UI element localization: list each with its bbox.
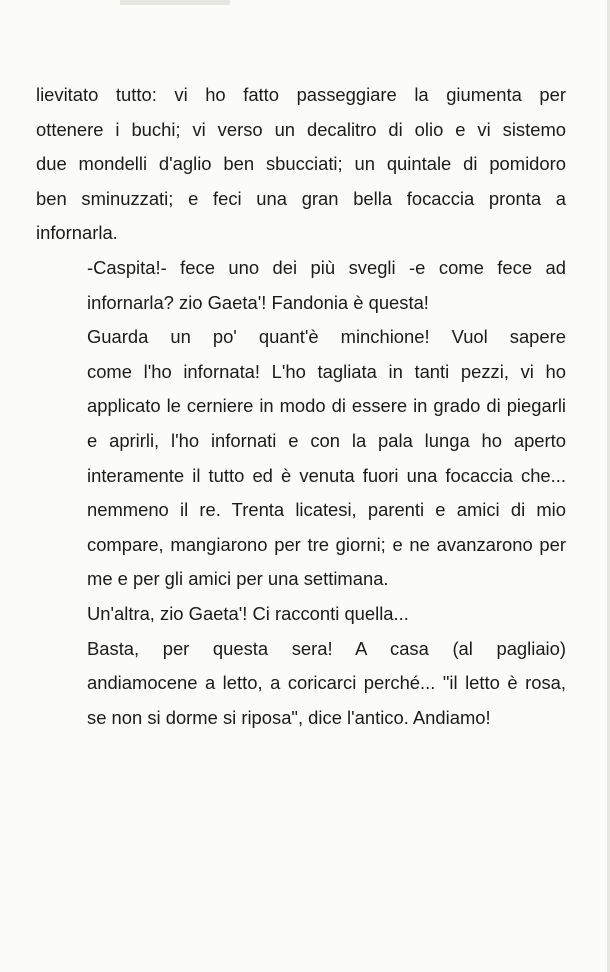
text-line: interamente il tutto ed è venuta fuori una focaccia che... [87,464,566,486]
paragraph [36,632,566,736]
text-line: -Caspita!- fece uno dei più svegli -e come fece ad [87,256,566,278]
text-line: e aprirli, l'ho infornati e con la pala lunga ho aperto [87,429,566,451]
text-line: me e per gli amici per una settimana. [87,568,389,590]
paragraph [36,597,566,632]
text-line: applicato le cerniere in modo di essere in grado di piegarli [87,395,566,417]
text-line: Guarda un po' quant'è minchione! Vuol sapere [87,326,566,348]
text-line: infornarla? zio Gaeta'! Fandonia è questa! [87,291,429,313]
text-line: Basta, per questa sera! A casa (al pagliaio) [87,637,566,659]
text-line: ben sminuzzati; e feci una gran bella focaccia pronta a [36,187,566,209]
text-line: nemmeno il re. Trenta licatesi, parenti e amici di mio [87,499,566,521]
text-line: due mondelli d'aglio ben sbucciati; un quintale di pomidoro [36,153,566,175]
text-line: compare, mangiarono per tre giorni; e ne avanzarono per [87,533,566,555]
page-text [36,78,566,735]
text-line: Un'altra, zio Gaeta'! Ci racconti quella... [87,602,409,624]
text-line: come l'ho infornata! L'ho tagliata in tanti pezzi, vi ho [87,360,566,382]
paragraph [36,320,566,597]
text-line: ottenere i buchi; vi verso un decalitro di olio e vi sistemo [36,118,566,140]
text-line: infornarla. [36,222,118,244]
scan-mark [120,0,230,5]
text-line: lievitato tutto: vi ho fatto passeggiare la giumenta per [36,84,566,105]
paragraph [36,251,566,320]
text-line: se non si dorme si riposa", dice l'antico. Andiamo! [87,706,491,728]
paragraph [36,78,566,251]
text-line: andiamocene a letto, a coricarci perché... "il letto è rosa, [87,672,566,694]
